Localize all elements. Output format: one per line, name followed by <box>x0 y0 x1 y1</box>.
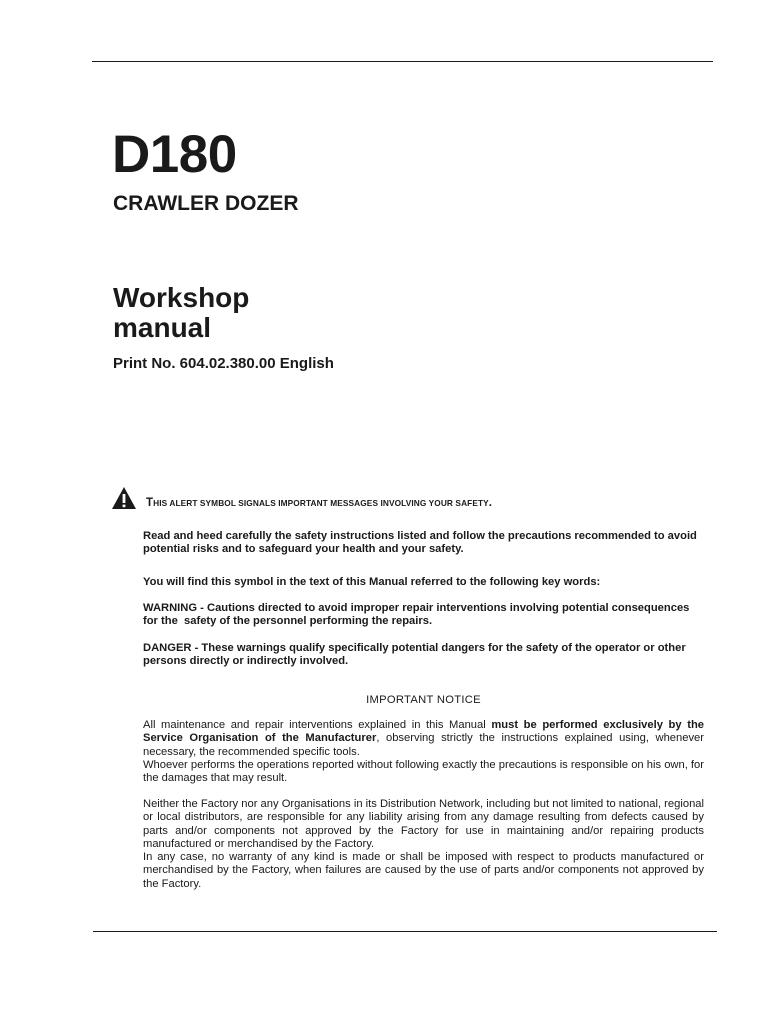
machine-type: CRAWLER DOZER <box>113 192 299 215</box>
warning-triangle-icon <box>111 486 137 510</box>
alert-first-letter: T <box>146 497 154 509</box>
keywords-intro: You will find this symbol in the text of this Manual referred to the following key words: <box>143 576 601 588</box>
notice-paragraph-2: Whoever performs the operations reported without following exactly the precautions is responsible on his own, for the damages that may result. <box>143 758 704 785</box>
document-title-line-2: manual <box>113 312 212 343</box>
print-number: Print No. 604.02.380.00 English <box>113 355 334 372</box>
notice-paragraph-1 <box>143 719 704 759</box>
document-title-line-1: Workshop <box>113 282 250 313</box>
notice-p1-lead: All maintenance and repair interventions explained in this Manual <box>143 719 492 731</box>
notice-paragraph-4: In any case, no warranty of any kind is made or shall be imposed with respect to products manufactured or merchandised by the Factory, when failures are caused by the use of parts and/or components not approved by the Factory. <box>143 851 704 890</box>
safety-intro: Read and heed carefully the safety instructions listed and follow the precautions recommended to avoid potential risks and to safeguard your health and your safety. <box>143 530 697 556</box>
notice-paragraph-3: Neither the Factory nor any Organisations in its Distribution Network, including but not limited to national, regional or local distributors, are responsible for any liability arising from any damage resulting from defects caused by parts and/or components not approved by the Factory for use in maintaining and/or repairing products manufactured or merchandised by the Factory. <box>143 798 704 850</box>
notice-p1-emphasis: must be performed exclusively by the Service Organisation of the Manufacturer <box>143 719 705 745</box>
notice-block-1 <box>143 719 704 785</box>
model-number: D180 <box>112 125 237 184</box>
important-notice-heading: IMPORTANT NOTICE <box>366 694 481 706</box>
bottom-rule <box>93 931 717 932</box>
notice-p1-tail: , observing strictly the instructions explained using, whenever necessary, the recommended specific tools. <box>143 732 705 758</box>
danger-definition: DANGER - These warnings qualify specifically potential dangers for the safety of the operator or other persons directly or indirectly involved. <box>143 642 686 668</box>
alert-statement <box>146 497 492 509</box>
document-title <box>113 283 249 343</box>
alert-period: . <box>488 497 493 509</box>
notice-block-2 <box>143 798 704 891</box>
warning-line-2: for the safety of the personnel performing the repairs. <box>143 615 433 628</box>
warning-definition <box>143 602 704 629</box>
top-rule <box>92 61 713 62</box>
alert-text: HIS ALERT SYMBOL SIGNALS IMPORTANT MESSAGES INVOLVING YOUR SAFETY <box>153 498 489 508</box>
warning-line-1: WARNING - Cautions directed to avoid improper repair interventions involving potential consequences <box>143 602 690 614</box>
